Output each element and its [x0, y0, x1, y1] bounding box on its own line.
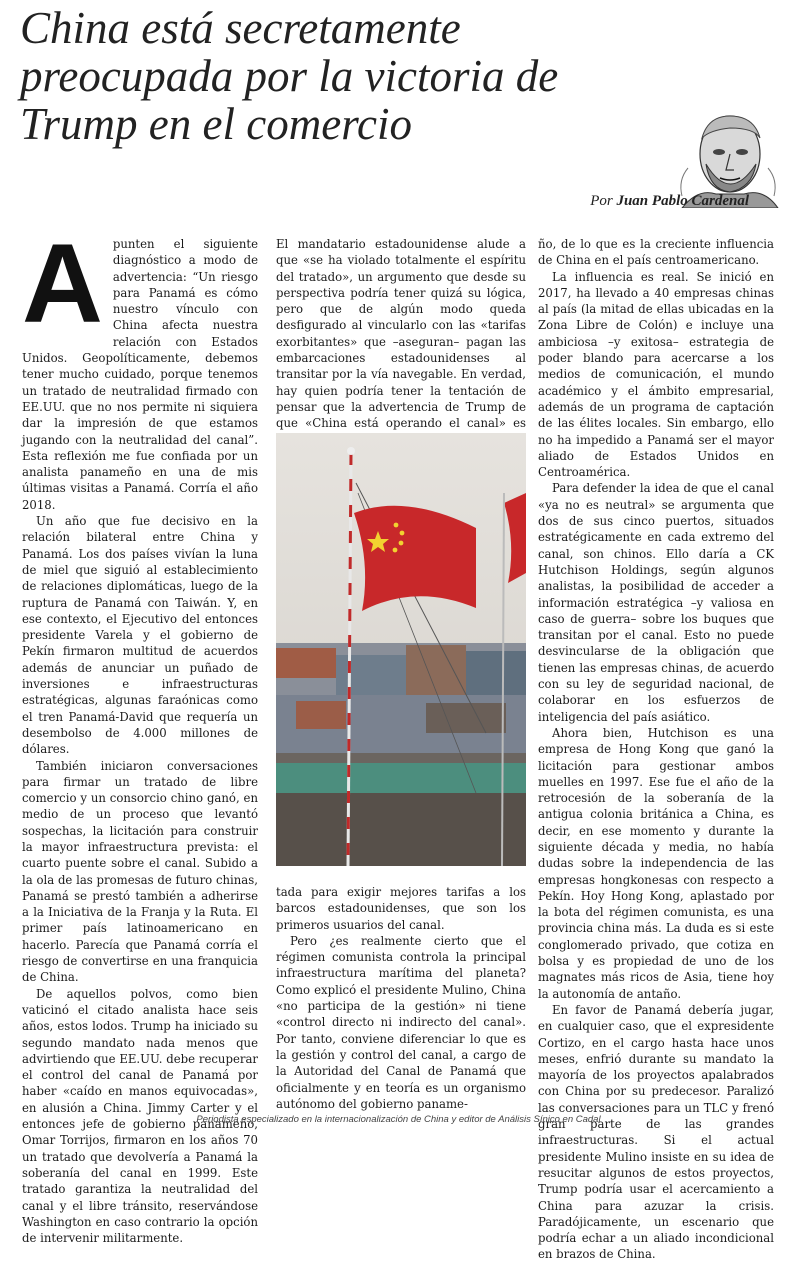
paragraph: Un año que fue decisivo en la relación bilateral entre China y Panamá. Los dos países vivían la luna de miel que siguió al establecimiento de relaciones diplomáticas, luego de la ruptura de Panamá con Taiwán. Y, en ese contexto, el Ejecutivo del entonces presidente Varela y el gobierno de Pekín firmaron multitud de acuerdos además de anunciar un puñado de inversiones e infraestructuras estratégicas, algunas faraónicas como el tren Panamá-David que requería un desembolso de 4.000 millones de dólares.	[22, 514, 258, 757]
paragraph: tada para exigir mejores tarifas a los barcos estadounidenses, que son los primeros usuarios del canal.	[276, 885, 526, 932]
column-2-top	[276, 236, 526, 448]
paragraph: En favor de Panamá debería jugar, en cualquier caso, que el expresidente Cortizo, en el cargo hasta hace unos meses, enfrió durante su mandato la mayoría de los proyectos apalabrados con China por su predecesor. Paralizó las conversaciones para un TLC y frenó gran parte de las grandes infraestructuras. Si el actual presidente Mulino insiste en su idea de resucitar algunos de estos proyectos, Trump podría usar el acercamiento a China para azuzar la crisis. Paradójicamente, un escenario que podría echar a un aliado incondicional en brazos de China.	[538, 1002, 774, 1262]
paragraph: También iniciaron conversaciones para firmar un tratado de libre comercio y un consorcio chino ganó, en medio de un proceso que levantó sospechas, la licitación para construir la mayor infraestructura prevista: el cuarto puente sobre el canal. Subido a la ola de las promesas de futuro chinas, Panamá se prestó también a adherirse a la Iniciativa de la Franja y la Ruta. El primer país latinoamericano en hacerlo. Parecía que Panamá corría el riesgo de convertirse en una franquicia de China.	[22, 758, 258, 985]
paragraph: ño, de lo que es la creciente influencia de China en el país centroamericano.	[538, 237, 774, 268]
column-2-bottom	[276, 884, 526, 1112]
author-name: Juan Pablo Cardenal	[616, 193, 749, 209]
paragraph: Pero ¿es realmente cierto que el régimen comunista controla la principal infraestructura marítima del planeta? Como explicó el presidente Mulino, China «no participa de la gestión» ni tiene «control directo ni indirecto del canal». Por tanto, conviene diferenciar lo que es la gestión y control del canal, a cargo de la Autoridad del Canal de Panamá que oficialmente y en teoría es un organismo autónomo del gobierno paname-	[276, 933, 526, 1111]
paragraph: El mandatario estadounidense alude a que «se ha violado totalmente el espíritu del tratado», un argumento que desde su perspectiva podría tener quizá su lógica, pero que de algún modo queda desfigurado al vincularlo con las «tarifas exorbitantes» que –aseguran– pagan las embarcaciones estadounidenses al transitar por la vía navegable. En verdad, hay quien podría tener la tentación de pensar que la advertencia de Trump de que «China está operando el canal» es	[276, 237, 526, 431]
dropcap: A	[22, 221, 103, 346]
byline	[590, 193, 749, 210]
paragraph: De aquellos polvos, como bien vaticinó el citado analista hace seis años, estos lodos. Trump ha iniciado su segundo mandato nada menos que advirtiendo que EE.UU. debe recuperar el control del canal de Panamá por haber «caído en manos equivocadas», en alusión a China. Jimmy Carter y el entonces jefe de gobierno panameño, Omar Torrijos, firmaron en los años 70 un tratado que devolvería a Panamá la soberanía del canal en 1999. Este tratado garantiza la neutralidad del canal y el libre tránsito, reservándose Washington en caso contrario la opción de intervenir militarmente.	[22, 986, 258, 1246]
paragraph: Para defender la idea de que el canal «ya no es neutral» se argumenta que dos de sus cinco puertos, situados estratégicamente en cada extremo del canal, son chinos. Ello daría a CK Hutchison Holdings, según algunos analistas, la posibilidad de acceder a información estratégica –y valiosa en caso de guerra– sobre los buques que transitan por el canal. Esto no puede desvincularse de la obligación que tienen las empresas chinas, de acuerdo con su ley de seguridad nacional, de colaborar en los esfuerzos de inteligencia del país asiático.	[538, 481, 774, 724]
column-1	[22, 221, 258, 1246]
photo-chinese-flag-port	[276, 433, 526, 866]
byline-prefix: Por	[590, 193, 613, 209]
column-3	[538, 236, 774, 1263]
headline: China está secretamente preocupada por la victoria de Trump en el comercio	[20, 3, 559, 149]
paragraph: Ahora bien, Hutchison es una empresa de Hong Kong que ganó la licitación para gestionar ambos muelles en 1997. Ese fue el año de la retrocesión de la soberanía de la antigua colonia británica a China, es decir, en ese momento y durante la siguiente década y media, no había dudas sobre la independencia de las empresas hongkonesas con respecto a Pekín. Hoy Hong Kong, aplastado por la bota del régimen comunista, es una provincia china más. La duda es si este conglomerado privado, que cotiza en bolsa y es propiedad de uno de los magnates más ricos de Asia, tiene hoy la autonomía de antaño.	[538, 725, 774, 1001]
paragraph: punten el siguiente diagnóstico a modo de advertencia: “Un riesgo para Panamá es cómo nuestro vínculo con China afecta nuestra relación con Estados Unidos. Geopolíticamente, debemos tener mucho cuidado, porque tenemos un tratado de neutralidad firmado con EE.UU. que no nos permite ni siquiera dar la impresión de que estamos jugando con la neutralidad del canal”. Esta reflexión me fue confiada por un analista panameño en una de mis últimas visitas a Panamá. Corría el año 2018.	[22, 237, 258, 512]
author-bio-footer: Periodista especializado en la internacionalización de China y editor de Análisis Sínico en Cadal	[196, 1114, 601, 1125]
paragraph: La influencia es real. Se inició en 2017, ha llevado a 40 empresas chinas al país (la mitad de ellas ubicadas en la Zona Libre de Colón) e incluye una ambiciosa –y exitosa– estrategia de poder blando para acercarse a los medios de comunicación, el mundo académico y el ámbito empresarial, además de un programa de captación de las élites locales. Sin embargo, ello no ha impedido a Panamá ser el mayor aliado de Estados Unidos en Centroamérica.	[538, 269, 774, 480]
